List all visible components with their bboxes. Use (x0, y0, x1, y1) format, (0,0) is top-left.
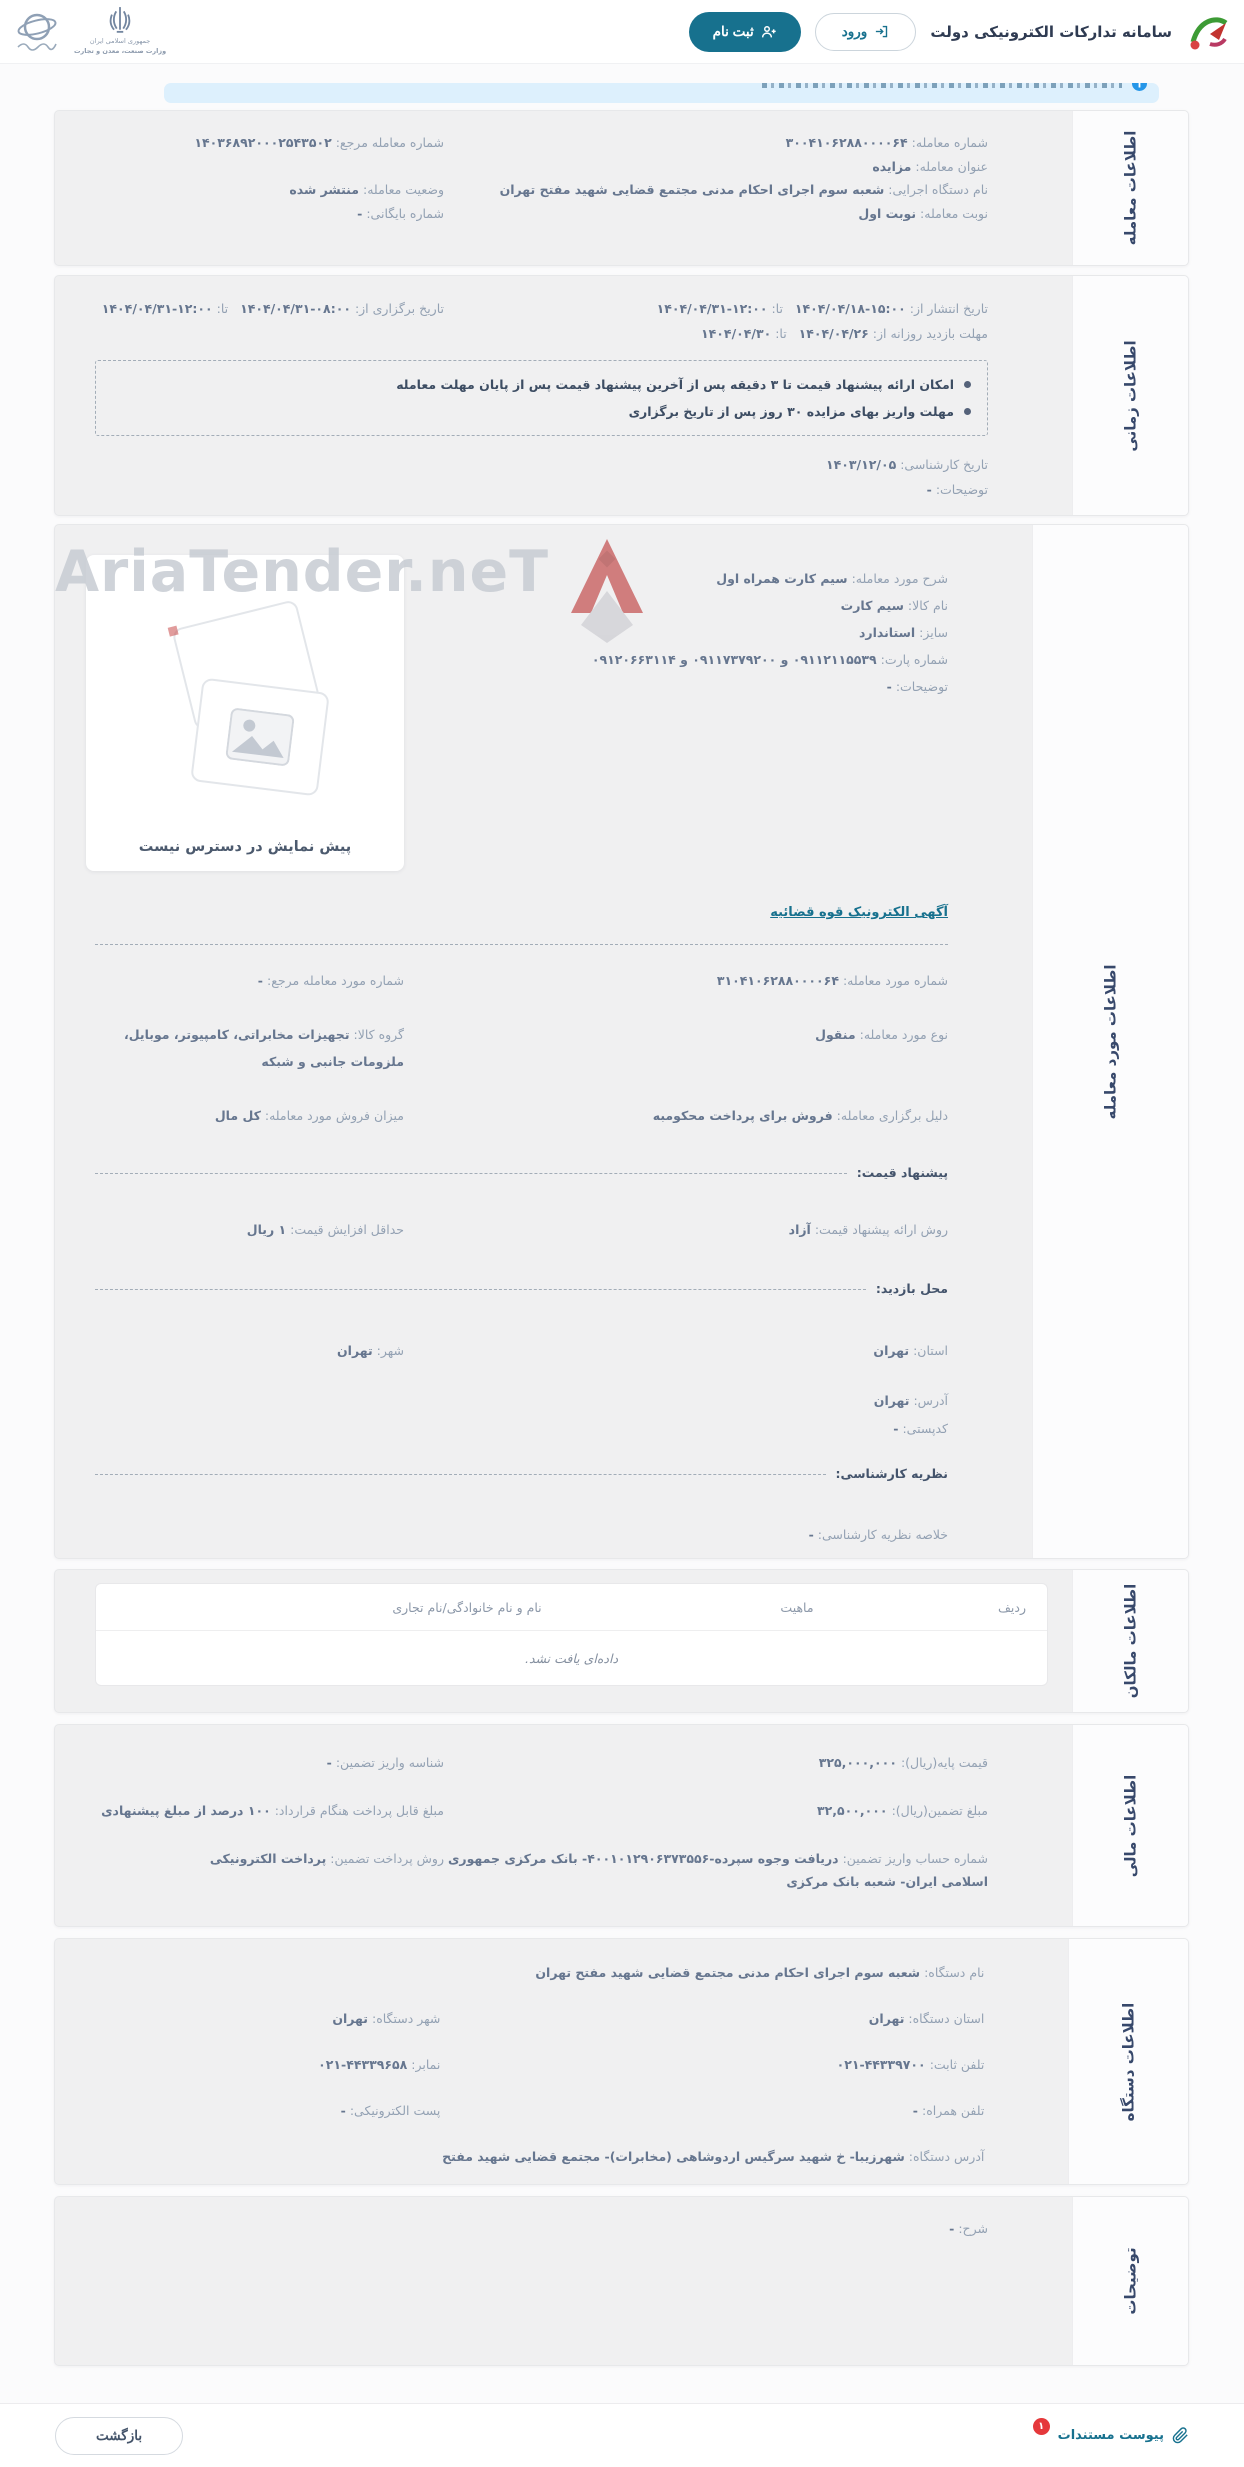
section-title: اطلاعات زمانی (1121, 339, 1140, 452)
field-city: شهر: تهران (337, 1343, 405, 1358)
notice-item: مهلت واریز بهای مزایده ۳۰ روز پس از تاریخ برگزاری (112, 398, 971, 425)
owners-table (95, 1583, 1048, 1686)
field-bid-method: روش ارائه پیشنهاد قیمت: آزاد (788, 1222, 949, 1237)
field-guarantee-amount: مبلغ تضمین(ریال): ۳۲,۵۰۰,۰۰۰ (817, 1803, 988, 1818)
photo-frame-icon (190, 678, 330, 797)
field-deal-ref-number: شماره معامله مرجع: ۱۴۰۳۶۸۹۲۰۰۰۲۵۴۳۵۰۲ (194, 135, 444, 150)
auction-notices-box (95, 360, 988, 436)
field-goods-group: گروه کالا: تجهیزات مخابراتی، کامپیوتر، موبایل، ملزومات جانبی و شبکه (123, 1027, 405, 1069)
image-preview-placeholder (86, 555, 404, 871)
column-row: ردیف (997, 1599, 1027, 1615)
section-title: اطلاعات دستگاه (1119, 2002, 1138, 2121)
field-publish-date: تاریخ انتشار از: ۱۴۰۴/۰۴/۱۸-۱۵:۰۰ تا: ۱۴۰۴/۰۴/۳۱-۱۲:۰۰ (656, 301, 988, 316)
field-archive-number: شماره بایگانی: - (357, 205, 444, 221)
field-mobile: تلفن همراه: - (912, 2103, 985, 2118)
visit-subheader: محل بازدید: (95, 1275, 948, 1302)
field-base-price: قیمت پایه(ریال): ۳۲۵,۰۰۰,۰۰۰ (818, 1755, 988, 1770)
field-deal-status: وضعیت معامله: منتشر شده (289, 182, 444, 197)
field-payable-amount: مبلغ قابل پرداخت هنگام قرارداد: ۱۰۰ درصد از مبلغ پیشنهادی (101, 1803, 444, 1818)
picture-icon (225, 707, 295, 766)
field-guarantee-pay-method: روش پرداخت تضمین: پرداخت الکترونیکی (209, 1851, 444, 1866)
field-item-ref-number: شماره مورد معامله مرجع: - (257, 973, 405, 988)
setad-logo-icon (1186, 10, 1230, 54)
field-device-name: نام دستگاه: شعبه سوم اجرای احکام مدنی مجتمع قضایی شهید مفتح تهران (535, 1965, 985, 1980)
field-device-city: شهر دستگاه: تهران (332, 2011, 441, 2026)
section-label-column (1072, 276, 1188, 515)
field-postal-code: کدپستی: - (893, 1421, 949, 1436)
field-sale-amount: میزان فروش مورد معامله: کل مال (214, 1108, 405, 1123)
section-label-column (1072, 1725, 1188, 1926)
section-title: اطلاعات معامله (1121, 130, 1140, 246)
field-part-number: شماره پارت: ۰۹۱۱۲۱۱۵۵۳۹ و ۰۹۱۱۷۳۷۹۲۰۰ و ۰۹۱۲۰۶۶۳۱۱۴ (591, 652, 949, 667)
judiciary-notice-link[interactable]: آگهی الکترونیک قوه قضائیه (770, 905, 949, 920)
field-phone: تلفن ثابت: ۰۲۱-۴۴۳۳۹۷۰۰ (836, 2057, 985, 2072)
section-label-column (1032, 525, 1188, 1558)
owners-table-header (96, 1584, 1047, 1630)
field-held-date: تاریخ برگزاری از: ۱۴۰۴/۰۴/۳۱-۰۸:۰۰ تا: ۱۴۰۴/۰۴/۳۱-۱۲:۰۰ (101, 301, 444, 316)
attachment-count-badge: ۱ (1033, 2418, 1050, 2435)
section-owners-info (54, 1569, 1189, 1713)
field-address: آدرس: تهران (873, 1393, 949, 1408)
section-title: اطلاعات مالکان (1121, 1583, 1140, 1699)
back-button[interactable]: بازگشت (55, 2417, 183, 2455)
field-item-notes: توضیحات: - (886, 679, 949, 694)
attach-label: پیوست مستندات (1057, 2428, 1164, 2443)
app-title: سامانه تدارکات الکترونیکی دولت (930, 22, 1172, 41)
field-auction-reason: دلیل برگزاری معامله: فروش برای پرداخت محکومبه (652, 1108, 949, 1123)
field-item-type: نوع مورد معامله: منقول (815, 1027, 949, 1042)
bullet-icon (964, 408, 971, 415)
expert-subheader: نظریه کارشناسی: (95, 1460, 948, 1487)
field-deposit-account: شماره حساب واریز تضمین: دریافت وجوه سپرده-۴۰۰۱۰۱۲۹۰۶۳۷۳۵۵۶- بانک مرکزی جمهوری اسلامی ایران- شعبه بانک مرکزی (447, 1851, 988, 1889)
section-label-column (1072, 2197, 1188, 2365)
section-label-column (1068, 1939, 1188, 2184)
field-timing-desc: توضیحات: - (926, 482, 988, 497)
attach-documents-button[interactable] (1033, 2421, 1189, 2444)
column-name: نام و نام خانوادگی/نام تجاری (392, 1599, 542, 1615)
paperclip-icon (1172, 2427, 1189, 2444)
notice-banner (164, 83, 1159, 103)
field-expert-summary: خلاصه نظریه کارشناسی: - (808, 1527, 949, 1542)
user-plus-icon (761, 24, 777, 40)
field-goods-name: نام کالا: سیم کارت (840, 598, 949, 613)
app-header (0, 0, 1244, 64)
empty-table-message: داده‌ای یافت نشد. (96, 1630, 1047, 1685)
field-min-increase: حداقل افزایش قیمت: ۱ ریال (246, 1222, 405, 1237)
column-nature: ماهیت (780, 1599, 814, 1615)
section-label-column (1072, 111, 1188, 265)
section-title: اطلاعات مالی (1121, 1774, 1140, 1877)
field-province: استان: تهران (873, 1343, 949, 1358)
field-visit-deadline: مهلت بازدید روزانه از: ۱۴۰۴/۰۴/۲۶ تا: ۱۴۰۴/۰۴/۳۰ (701, 326, 988, 341)
field-notes-desc: شرح: - (949, 2221, 988, 2236)
field-executive-org: نام دستگاه اجرایی: شعبه سوم اجرای احکام مدنی مجتمع قضایی شهید مفتح تهران (499, 182, 988, 197)
register-button[interactable]: ثبت نام (689, 12, 801, 52)
field-deposit-id: شناسه واریز تضمین: - (326, 1755, 444, 1770)
emblem-caption: جمهوری اسلامی ایران وزارت صنعت، معدن و تجارت (74, 37, 167, 55)
section-device-info (54, 1938, 1189, 2185)
footer-bar (0, 2403, 1244, 2467)
dashed-divider (95, 944, 948, 945)
field-expert-date: تاریخ کارشناسی: ۱۴۰۳/۱۲/۰۵ (826, 457, 988, 472)
field-deal-number: شماره معامله: ۳۰۰۴۱۰۶۲۸۸۰۰۰۰۶۴ (785, 135, 988, 150)
ministry-emblem (74, 6, 166, 57)
preview-caption: پیش نمایش در دسترس نیست (138, 839, 352, 855)
field-item-number: شماره مورد معامله: ۳۱۰۴۱۰۶۲۸۸۰۰۰۰۶۴ (716, 973, 949, 988)
notice-item: امکان ارائه پیشنهاد قیمت تا ۳ دقیقه پس از آخرین پیشنهاد قیمت پس از پایان مهلت معامله (112, 371, 971, 398)
login-button[interactable]: ورود (815, 13, 917, 51)
section-financial-info (54, 1724, 1189, 1927)
bid-subheader: پیشنهاد قیمت: (95, 1159, 948, 1186)
field-deal-round: نوبت معامله: نوبت اول (858, 205, 988, 221)
field-email: پست الکترونیکی: - (340, 2103, 441, 2118)
info-icon (1132, 83, 1147, 91)
ecommerce-center-logo (14, 9, 60, 55)
bullet-icon (964, 381, 971, 388)
section-timing-info (54, 275, 1189, 516)
section-notes (54, 2196, 1189, 2366)
section-deal-info (54, 110, 1189, 266)
section-item-info (54, 524, 1189, 1559)
section-title: اطلاعات مورد معامله (1101, 964, 1120, 1119)
section-label-column (1072, 1570, 1188, 1712)
field-device-address: آدرس دستگاه: شهرزیبا- خ شهید سرگیس اردوشاهی (مخابرات)- مجتمع قضایی شهید مفتح (442, 2149, 985, 2164)
field-item-desc: شرح مورد معامله: سیم کارت همراه اول (716, 571, 949, 586)
watermark-text: AriaTender.neT (55, 539, 549, 605)
clipped-notice-text (762, 83, 1122, 88)
field-device-province: استان دستگاه: تهران (868, 2011, 985, 2026)
field-deal-title: عنوان معامله: مزایده (872, 158, 988, 174)
field-fax: نمابر: ۰۲۱-۴۴۳۳۹۶۵۸ (318, 2057, 441, 2072)
login-icon (874, 24, 889, 39)
section-title: توضیحات (1121, 2247, 1140, 2315)
field-size: سایز: استاندارد (858, 625, 949, 640)
